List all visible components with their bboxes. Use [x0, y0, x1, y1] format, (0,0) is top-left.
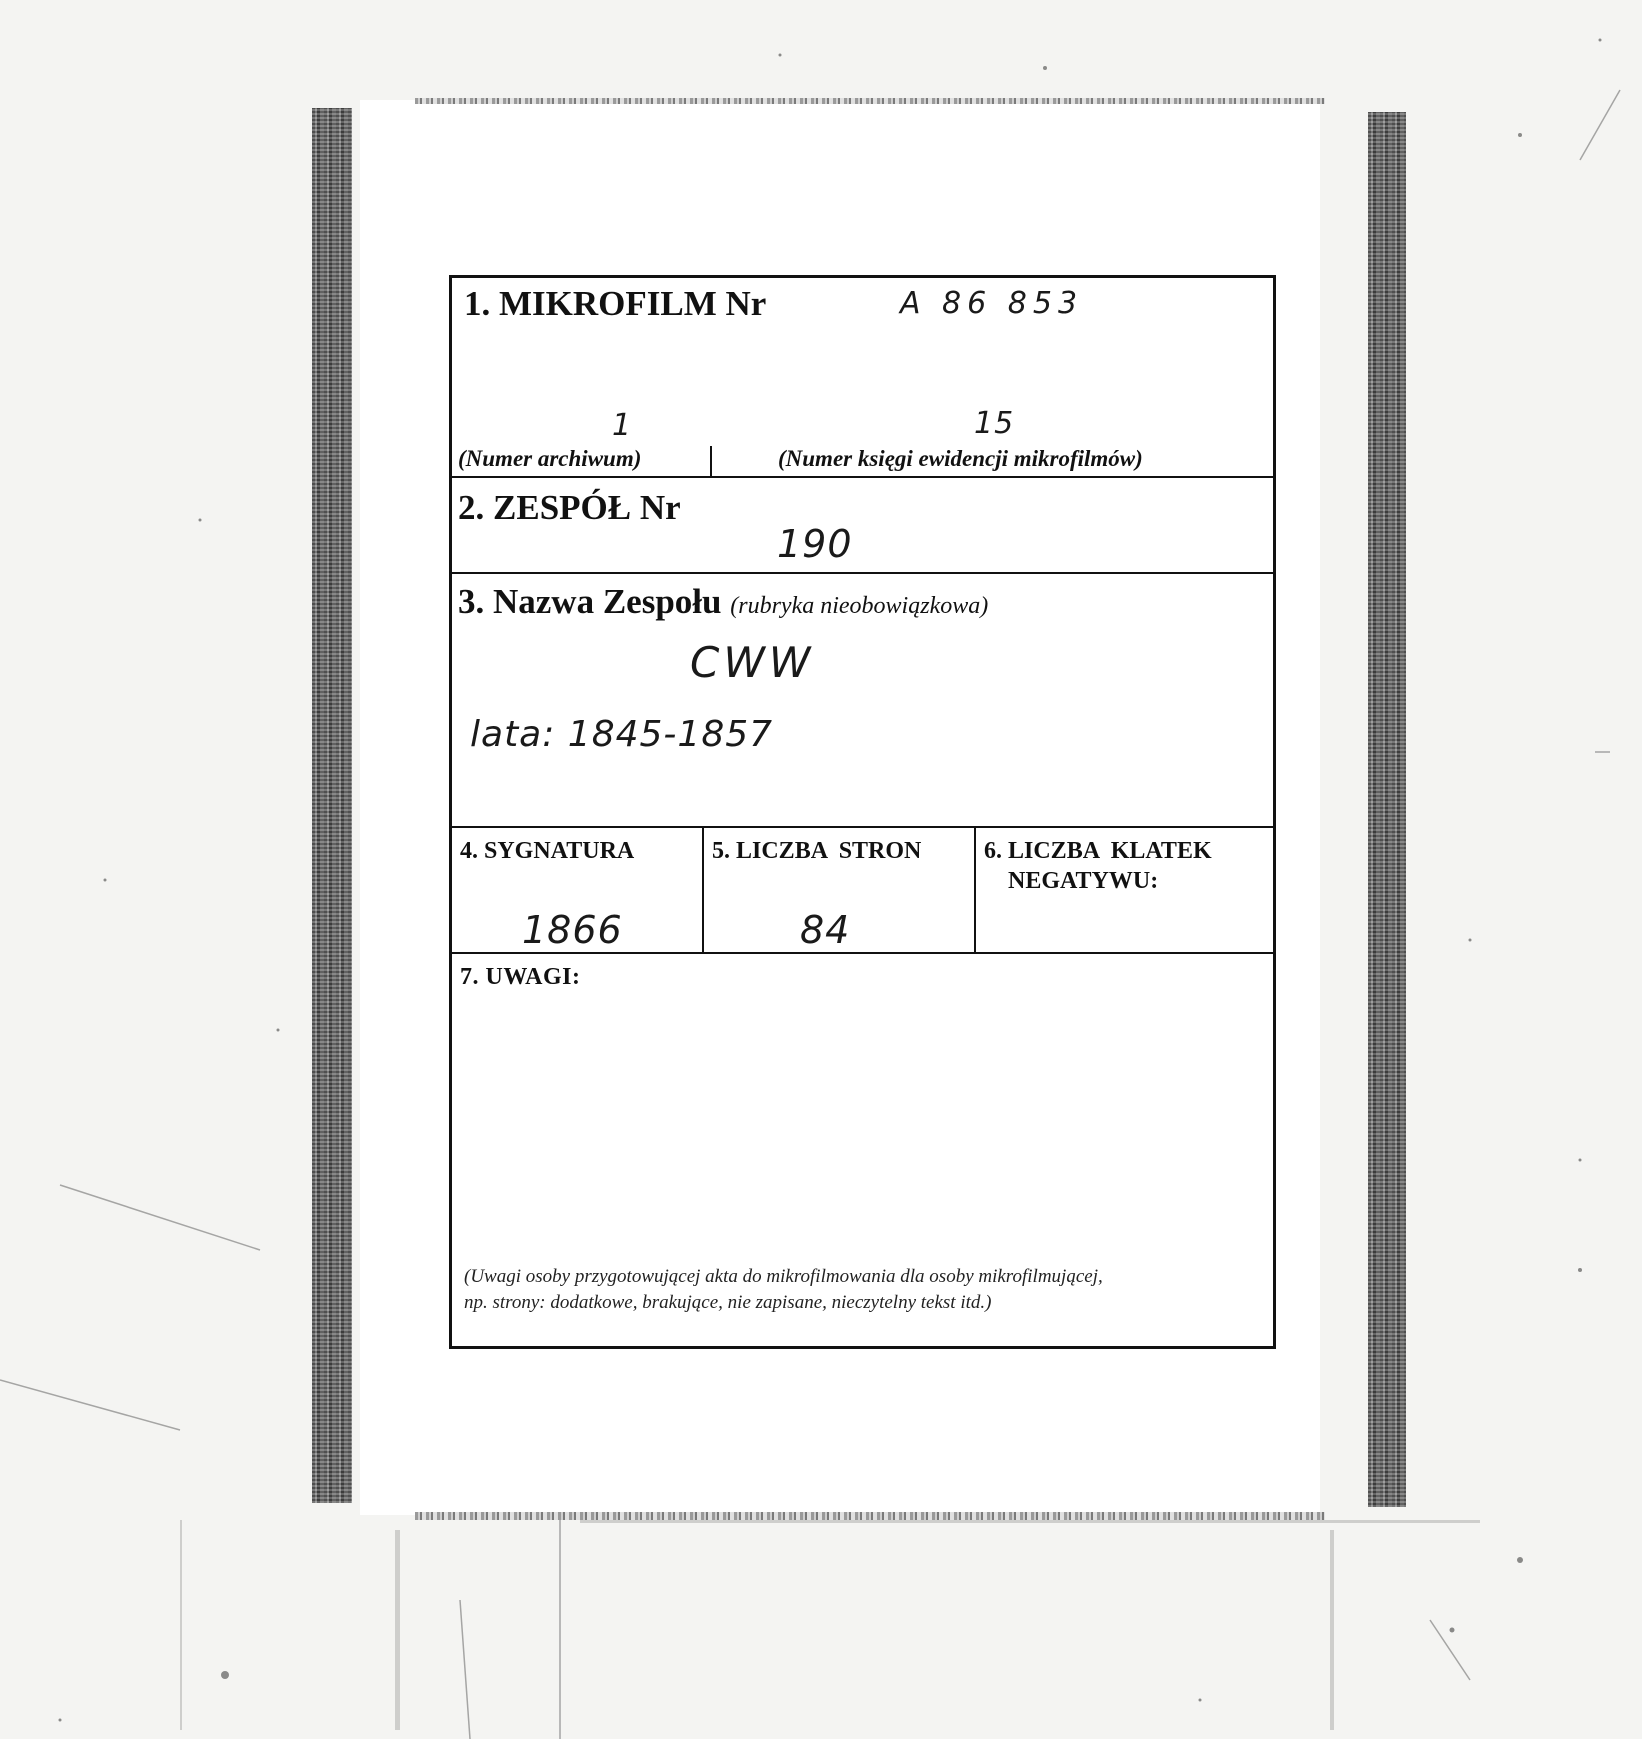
section-microfilm-number: [452, 278, 1273, 478]
fonds-name-value: CWW: [690, 638, 815, 687]
fonds-name-title-text: 3. Nazwa Zespołu: [458, 582, 722, 621]
microfilm-form: [449, 275, 1276, 1349]
microfilm-number-title: 1. MIKROFILM Nr: [464, 284, 767, 323]
remarks-footnote: [464, 1264, 1269, 1316]
fonds-name-title: [458, 582, 988, 622]
page-count-value: 84: [800, 908, 851, 952]
section-counts-row: [452, 828, 1273, 954]
microfilm-number-value: A 86 853: [900, 286, 1084, 321]
film-edge-right: [1368, 112, 1406, 1507]
section-fonds-name: [452, 574, 1273, 828]
page-count-cell: [704, 828, 976, 952]
register-number-label: (Numer księgi ewidencji mikrofilmów): [778, 446, 1143, 471]
section-remarks: [452, 954, 1273, 1349]
signature-title: 4. SYGNATURA: [460, 838, 635, 864]
page-count-title: 5. LICZBA STRON: [712, 838, 922, 864]
fonds-number-value: 190: [777, 522, 853, 566]
negative-frames-cell: [976, 828, 1273, 952]
archive-number-label: (Numer archiwum): [458, 446, 642, 471]
signature-cell: [452, 828, 704, 952]
fonds-dates-value: lata: 1845-1857: [470, 714, 774, 755]
remarks-footnote-line1: (Uwagi osoby przygotowującej akta do mikrofilmowania dla osoby mikrofilmującej,: [464, 1266, 1103, 1287]
label-divider: [710, 446, 712, 476]
negative-frames-title: 6. LICZBA KLATEK NEGATYWU:: [984, 838, 1212, 894]
card-bottom-edge: [415, 1512, 1325, 1520]
archive-number-value: 1: [612, 408, 633, 443]
fonds-name-note: (rubryka nieobowiązkowa): [730, 593, 989, 619]
remarks-footnote-line2: np. strony: dodatkowe, brakujące, nie zapisane, nieczytelny tekst itd.): [464, 1292, 992, 1313]
register-number-value: 15: [974, 406, 1015, 441]
signature-value: 1866: [522, 908, 623, 952]
fonds-number-title: 2. ZESPÓŁ Nr: [458, 488, 681, 527]
section-fonds-number: [452, 478, 1273, 574]
card-top-edge: [415, 98, 1325, 104]
film-edge-left: [312, 108, 352, 1503]
remarks-title: 7. UWAGI:: [460, 964, 581, 990]
